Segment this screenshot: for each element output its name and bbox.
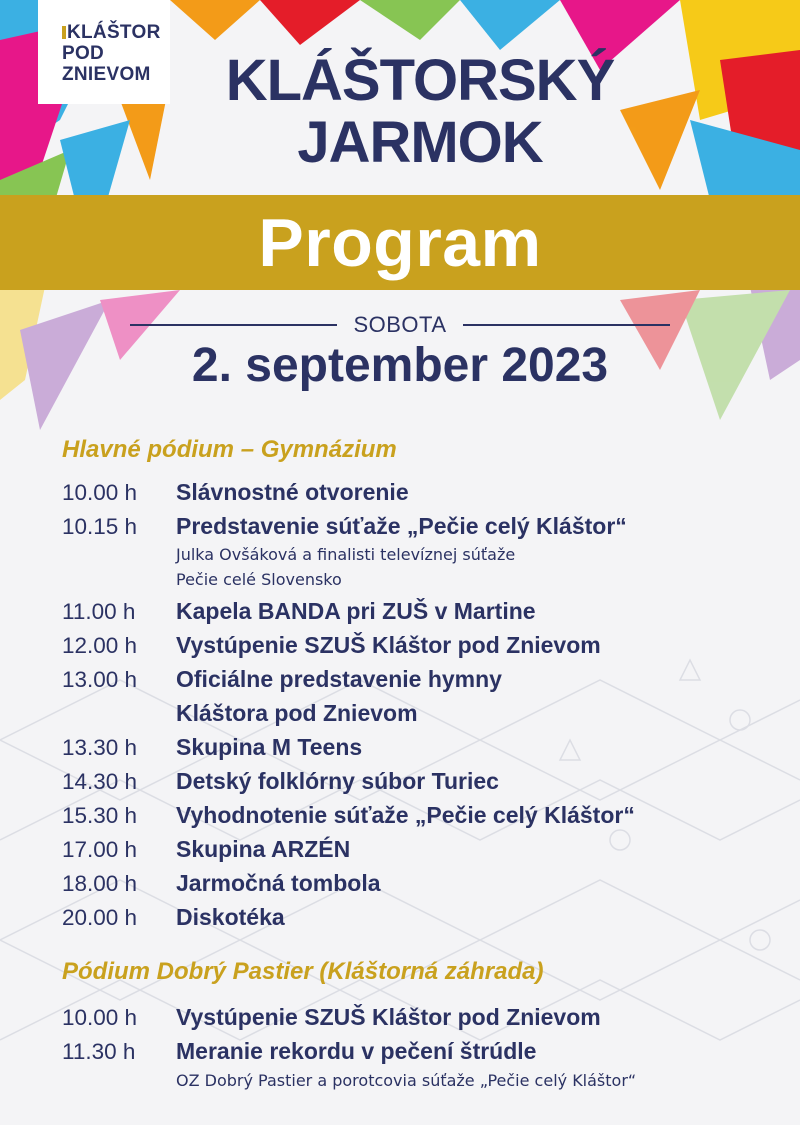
event-name: Vystúpenie SZUŠ Kláštor pod Znievom (176, 632, 601, 658)
event-name: Kapela BANDA pri ZUŠ v Martine (176, 598, 536, 624)
program-label: Program (258, 204, 542, 281)
schedule-row (62, 802, 782, 829)
schedule-row (62, 870, 782, 897)
event-name: Meranie rekordu v pečení štrúdle (176, 1038, 537, 1064)
section-title-main-stage: Hlavné pódium – Gymnázium (62, 436, 397, 463)
event-time: 13.30 h (62, 735, 138, 760)
event-description: Pečie celé Slovensko (176, 570, 342, 589)
event-time: 10.00 h (62, 1005, 138, 1030)
event-date: 2. september 2023 (191, 339, 609, 392)
section-title-garden-stage: Pódium Dobrý Pastier (Kláštorná záhrada) (62, 958, 544, 985)
schedule-row (62, 666, 782, 693)
logo-line-1: KLÁŠTOR (62, 22, 170, 43)
schedule-row (62, 1038, 782, 1065)
event-time: 18.00 h (62, 871, 138, 896)
event-name: Predstavenie súťaže „Pečie celý Kláštor“ (176, 513, 627, 539)
municipality-logo (38, 0, 170, 104)
event-description: OZ Dobrý Pastier a porotcovia súťaže „Pečie celý Kláštor“ (176, 1071, 637, 1090)
day-divider-left (130, 324, 337, 326)
schedule-row (62, 836, 782, 863)
event-name-continued: Kláštora pod Znievom (176, 700, 418, 726)
schedule-row (62, 734, 782, 761)
event-title-line-2: JARMOK (297, 110, 543, 175)
day-divider-right (463, 324, 670, 326)
day-row (130, 310, 670, 340)
schedule-row-continued (62, 700, 782, 727)
event-name: Diskotéka (176, 904, 285, 930)
event-time: 20.00 h (62, 905, 138, 930)
event-description: Julka Ovšáková a finalisti televíznej súťaže (176, 545, 516, 564)
logo-accent-icon (62, 26, 66, 39)
event-time: 17.00 h (62, 837, 138, 862)
event-name: Skupina ARZÉN (176, 836, 351, 862)
program-banner (0, 195, 800, 290)
event-name: Vyhodnotenie súťaže „Pečie celý Kláštor“ (176, 802, 635, 828)
day-label: SOBOTA (353, 312, 447, 337)
logo-line-2: POD (62, 43, 105, 64)
schedule-row (62, 598, 782, 625)
event-name: Slávnostné otvorenie (176, 479, 409, 505)
schedule-row (62, 513, 782, 540)
event-name: Skupina M Teens (176, 734, 363, 760)
event-time: 15.30 h (62, 803, 138, 828)
schedule-row (62, 768, 782, 795)
event-title-line-1: KLÁŠTORSKÝ (225, 48, 615, 113)
schedule-row (62, 904, 782, 931)
event-title (160, 50, 680, 174)
event-name: Detský folklórny súbor Turiec (176, 768, 499, 794)
event-time: 11.30 h (62, 1039, 136, 1064)
logo-line-3: ZNIEVOM (62, 64, 151, 85)
event-name: Oficiálne predstavenie hymny (176, 666, 502, 692)
event-time: 10.15 h (62, 514, 138, 539)
schedule-row (62, 1004, 782, 1031)
schedule-row (62, 632, 782, 659)
event-time: 10.00 h (62, 480, 138, 505)
event-time: 12.00 h (62, 633, 138, 658)
event-time: 13.00 h (62, 667, 138, 692)
event-time: 11.00 h (62, 599, 136, 624)
event-name: Jarmočná tombola (176, 870, 381, 896)
event-name: Vystúpenie SZUŠ Kláštor pod Znievom (176, 1004, 601, 1030)
schedule-row (62, 479, 782, 506)
event-time: 14.30 h (62, 769, 138, 794)
